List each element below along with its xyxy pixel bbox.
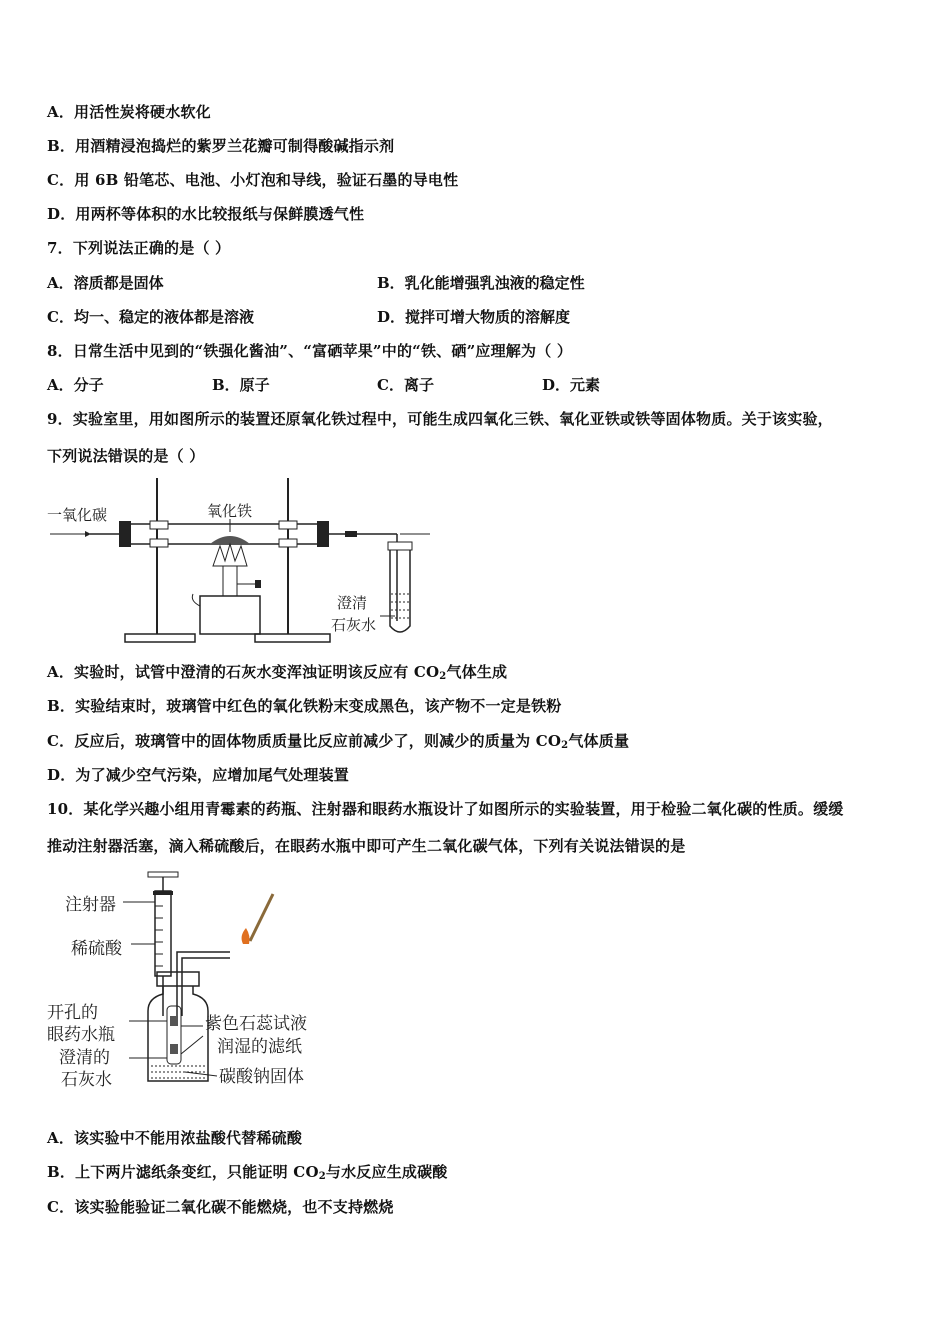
q10-option-a: A．该实验中不能用浓盐酸代替稀硫酸	[47, 1129, 303, 1147]
q7-stem: 7．下列说法正确的是（ ）	[47, 239, 231, 257]
q10-stem-line1: 10．某化学兴趣小组用青霉素的药瓶、注射器和眼药水瓶设计了如图所示的实验装置，用于检验二氧化碳的性质。缓缓	[47, 800, 844, 818]
q6-option-b: B．用酒精浸泡捣烂的紫罗兰花瓣可制得酸碱指示剂	[47, 137, 395, 155]
label-co: 一氧化碳	[47, 506, 108, 524]
q9-stem-line1: 9．实验室里，用如图所示的装置还原氧化铁过程中，可能生成四氧化三铁、氧化亚铁或铁等固体物质。关于该实验，	[47, 410, 833, 428]
q10-option-b: B．上下两片滤纸条变红，只能证明 $CO_2$与水反应生成碳酸	[47, 1163, 448, 1182]
label-syringe: 注射器	[65, 895, 116, 915]
label-limewater-2: 石灰水	[331, 616, 377, 634]
q9-option-b: B．实验结束时，玻璃管中红色的氧化铁粉末变成黑色，该产物不一定是铁粉	[47, 697, 562, 715]
q10-apparatus-figure	[45, 866, 345, 1098]
q9-option-c: C．反应后，玻璃管中的固体物质质量比反应前减少了，则减少的质量为 $CO_2$气体质量	[47, 732, 630, 751]
label-bottle-2: 眼药水瓶	[47, 1025, 115, 1045]
label-litmus-2: 润湿的滤纸	[217, 1037, 302, 1057]
q9-option-a: A．实验时，试管中澄清的石灰水变浑浊证明该反应有 $CO_2$气体生成	[47, 663, 508, 682]
label-litmus-1: 紫色石蕊试液	[205, 1014, 307, 1034]
q8-stem: 8．日常生活中见到的“铁强化酱油”、“富硒苹果”中的“铁、硒”应理解为（ ）	[47, 342, 573, 360]
q8-option-b: B．原子	[212, 376, 270, 394]
label-limewater-1: 澄清	[337, 594, 368, 612]
q7-option-a: A．溶质都是固体	[47, 274, 164, 292]
q8-option-c: C．离子	[377, 376, 434, 394]
label-acid: 稀硫酸	[71, 939, 122, 959]
label-bottle-1: 开孔的	[47, 1003, 98, 1023]
q6-option-a: A．用活性炭将硬水软化	[47, 103, 211, 121]
q6-option-c: C．用 6B 铅笔芯、电池、小灯泡和导线，验证石墨的导电性	[47, 171, 459, 189]
q8-option-a: A．分子	[47, 376, 104, 394]
q10-option-c: C．该实验能验证二氧化碳不能燃烧，也不支持燃烧	[47, 1198, 394, 1216]
label-na2co3: 碳酸钠固体	[219, 1067, 304, 1087]
q6-option-d: D．用两杯等体积的水比较报纸与保鲜膜透气性	[47, 205, 365, 223]
q9-stem-line2: 下列说法错误的是（ ）	[47, 447, 205, 465]
q7-option-d: D．搅拌可增大物质的溶解度	[377, 308, 571, 326]
q7-option-b: B．乳化能增强乳浊液的稳定性	[377, 274, 585, 292]
q9-option-d: D．为了减少空气污染，应增加尾气处理装置	[47, 766, 350, 784]
label-lime-2: 石灰水	[61, 1070, 112, 1090]
q9-apparatus-figure	[45, 476, 445, 646]
q7-option-c: C．均一、稳定的液体都是溶液	[47, 308, 254, 326]
label-fe2o3: 氧化铁	[207, 502, 253, 520]
q8-option-d: D．元素	[542, 376, 601, 394]
q10-stem-line2: 推动注射器活塞，滴入稀硫酸后，在眼药水瓶中即可产生二氧化碳气体，下列有关说法错误的是	[47, 837, 686, 855]
label-lime-1: 澄清的	[59, 1048, 110, 1068]
